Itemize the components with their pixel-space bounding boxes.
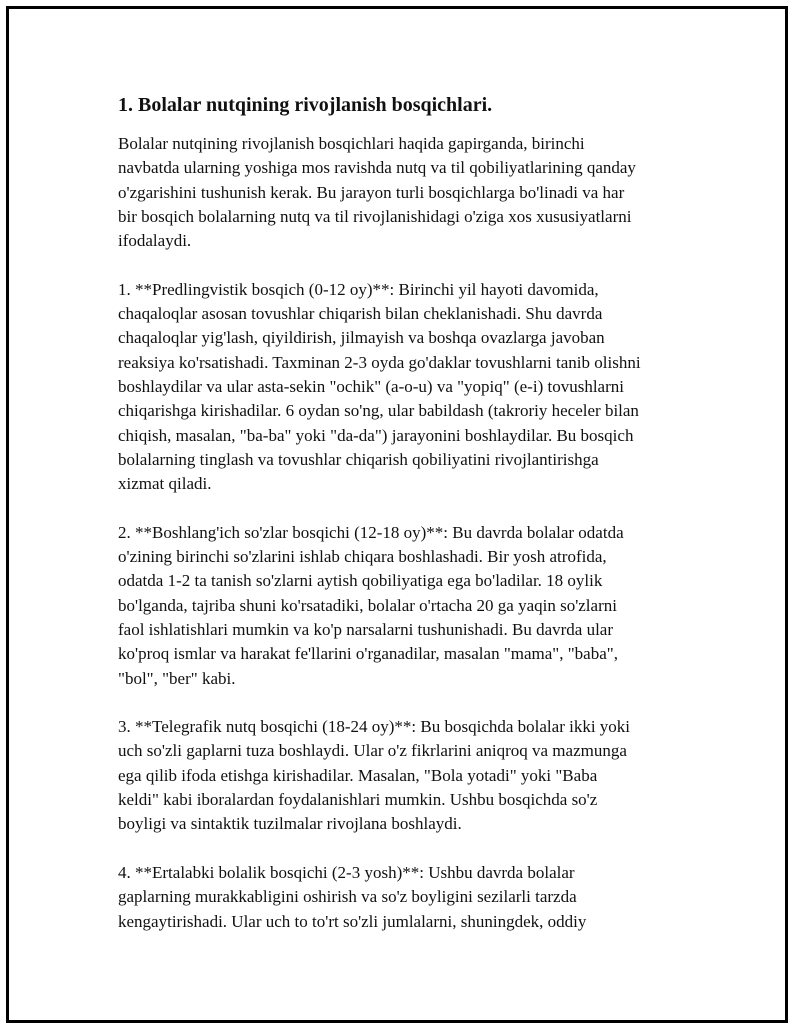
text-line: gaplarning murakkabligini oshirish va so'z boyligini sezilarli tarzda (118, 887, 577, 907)
paragraph (118, 132, 698, 253)
text-line: chiqarishga kirishadilar. 6 oydan so'ng, ular babildash (takroriy heceler bilan (118, 401, 639, 421)
text-line: faol ishlatishlari mumkin va ko'p narsalarni tushunishadi. Bu davrda ular (118, 619, 614, 639)
text-line: 4. **Ertalabki bolalik bosqichi (2-3 yosh)**: Ushbu davrda bolalar (118, 862, 575, 882)
text-line: 1. **Predlingvistik bosqich (0-12 oy)**: Birinchi yil hayoti davomida, (118, 279, 599, 299)
text-line: bolalarning tinglash va tovushlar chiqarish qobiliyatini rivojlantirishga (118, 449, 599, 469)
text-line: "bol", "ber" kabi. (118, 668, 236, 688)
paragraph (118, 861, 698, 934)
text-line: o'zining birinchi so'zlarini ishlab chiqara boshlashadi. Bir yosh atrofida, (118, 547, 607, 567)
text-line: o'zgarishini tushunish kerak. Bu jarayon turli bosqichlarga bo'linadi va har (118, 182, 625, 202)
section-heading: 1. Bolalar nutqining rivojlanish bosqichlari. (118, 94, 493, 116)
text-line: 3. **Telegrafik nutq bosqichi (18-24 oy)**: Bu bosqichda bolalar ikki yoki (118, 717, 631, 737)
text-line: ifodalaydi. (118, 231, 192, 251)
text-line: reaksiya ko'rsatishadi. Taxminan 2-3 oyda go'daklar tovushlarni tanib olishni (118, 352, 641, 372)
text-line: xizmat qiladi. (118, 474, 212, 494)
text-line: chiqish, masalan, "ba-ba" yoki "da-da") jarayonini boshlaydilar. Bu bosqich (118, 425, 634, 445)
text-line: Bolalar nutqining rivojlanish bosqichlari haqida gapirganda, birinchi (118, 134, 585, 153)
text-line: bir bosqich bolalarning nutq va til rivojlanishidagi o'ziga xos xususiyatlarni (118, 206, 632, 226)
text-line: bo'lganda, tajriba shuni ko'rsatadiki, bolalar o'rtacha 20 ga yaqin so'zlarni (118, 595, 617, 615)
text-line: boyligi va sintaktik tuzilmalar rivojlana boshlaydi. (118, 814, 462, 834)
text-line: kengaytirishadi. Ular uch to to'rt so'zli jumlalarni, shuningdek, oddiy (118, 911, 587, 931)
paragraph (118, 715, 698, 836)
text-line: 2. **Boshlang'ich so'zlar bosqichi (12-18 oy)**: Bu davrda bolalar odatda (118, 522, 624, 542)
text-line: navbatda ularning yoshiga mos ravishda nutq va til qobiliyatlarining qanday (118, 158, 636, 178)
paragraph-list (118, 132, 698, 934)
text-line: boshlaydilar va ular asta-sekin "ochik" (a-o-u) va "yopiq" (e-i) tovushlarni (118, 376, 624, 396)
paragraph (118, 278, 698, 497)
paragraph (118, 521, 698, 691)
text-line: chaqaloqlar yig'lash, qiyildirish, jilmayish va boshqa ovazlarga javoban (118, 328, 605, 348)
text-line: chaqaloqlar asosan tovushlar chiqarish bilan cheklanishadi. Shu davrda (118, 304, 603, 324)
text-line: ega qilib ifoda etishga kirishadilar. Masalan, "Bola yotadi" yoki "Baba (118, 765, 598, 785)
text-line: uch so'zli gaplarni tuza boshlaydi. Ular o'z fikrlarini aniqroq va mazmunga (118, 741, 627, 761)
text-line: ko'proq ismlar va harakat fe'llarini o'rganadilar, masalan "mama", "baba", (118, 644, 618, 664)
document-body (118, 92, 698, 958)
text-line: keldi" kabi iboralardan foydalanishlari mumkin. Ushbu bosqichda so'z (118, 790, 598, 810)
text-line: odatda 1-2 ta tanish so'zlarni aytish qobiliyatiga ega bo'ladilar. 18 oylik (118, 571, 603, 591)
